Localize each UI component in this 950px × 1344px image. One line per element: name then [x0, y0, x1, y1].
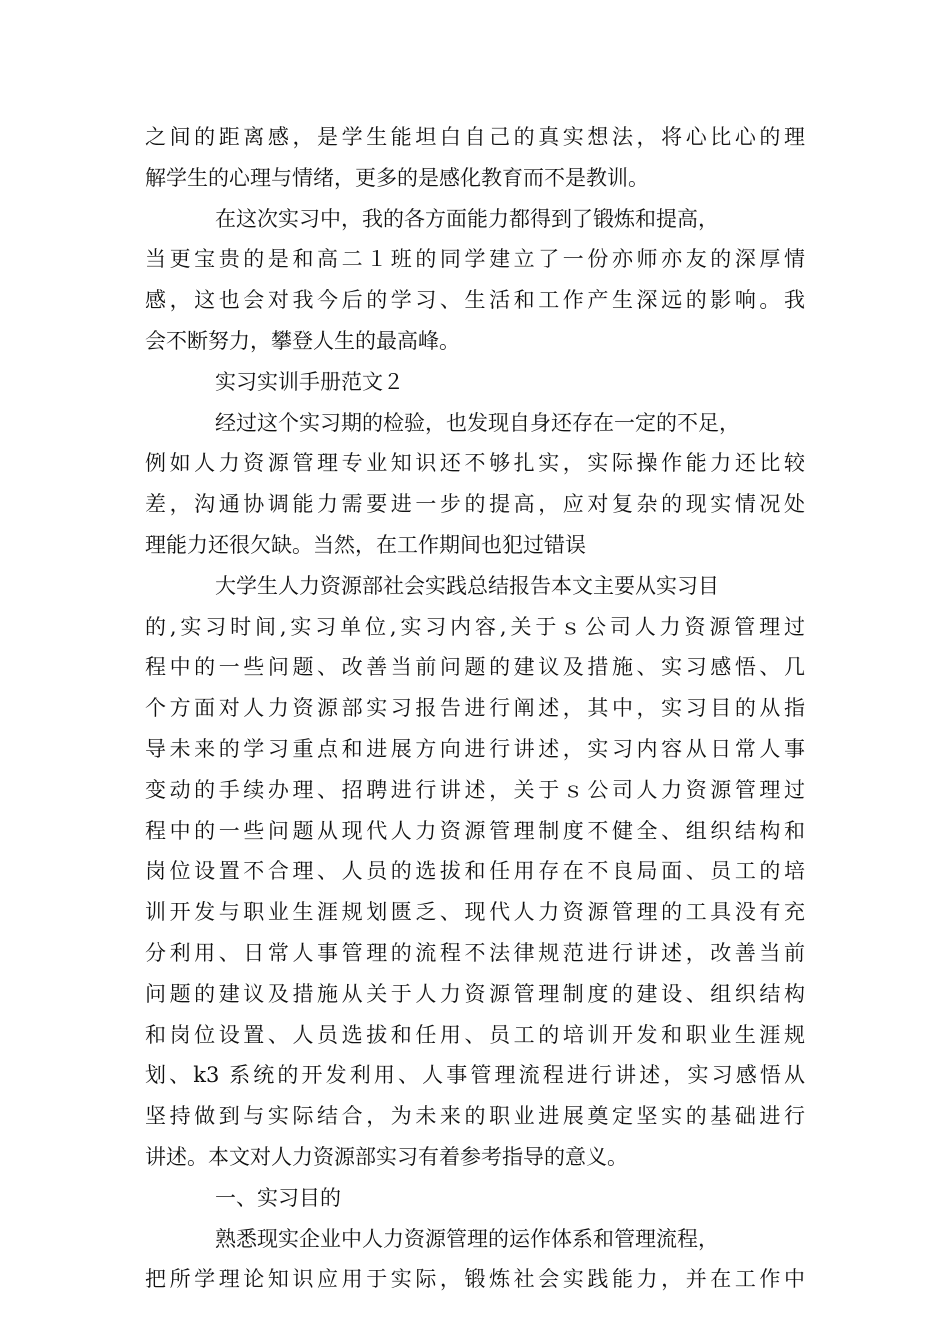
text-line: 熟悉现实企业中人力资源管理的运作体系和管理流程， — [215, 1226, 719, 1251]
text-line: 训开发与职业生涯规划匮乏、现代人力资源管理的工具没有充 — [145, 900, 805, 925]
section-heading — [145, 362, 805, 403]
paragraph — [145, 566, 805, 1178]
paragraph — [145, 1219, 805, 1301]
text-line: 的,实习时间,实习单位,实习内容,关于ｓ公司人力资源管理过 — [145, 614, 805, 639]
text-line: 个方面对人力资源部实习报告进行阐述，其中，实习目的从指 — [145, 696, 805, 721]
text-line: 和岗位设置、人员选拔和任用、员工的培训开发和职业生涯规 — [145, 1022, 805, 1047]
heading-text: 一、实习目的 — [215, 1185, 341, 1210]
text-line: 之间的距离感，是学生能坦白自己的真实想法，将心比心的理 — [145, 125, 805, 149]
text-line: 坚持做到与实际结合，为未来的职业进展奠定坚实的基础进行 — [145, 1104, 805, 1129]
text-line: 当更宝贵的是和高二１班的同学建立了一份亦师亦友的深厚情 — [145, 247, 805, 272]
text-line: 理能力还很欠缺。当然，在工作期间也犯过错误 — [145, 532, 586, 557]
text-line: 变动的手续办理、招聘进行讲述，关于ｓ公司人力资源管理过 — [145, 777, 805, 802]
text-line: 划、k3 系统的开发利用、人事管理流程进行讲述，实习感悟从 — [145, 1063, 805, 1088]
paragraph-continuation — [145, 117, 805, 199]
text-line: 在这次实习中，我的各方面能力都得到了锻炼和提高， — [215, 206, 719, 231]
text-line: 解学生的心理与情绪，更多的是感化教育而不是教训。 — [145, 165, 649, 190]
text-line: 分利用、日常人事管理的流程不法律规范进行讲述，改善当前 — [145, 940, 805, 965]
text-line: 导未来的学习重点和进展方向进行讲述，实习内容从日常人事 — [145, 736, 805, 761]
text-line: 会不断努力，攀登人生的最高峰。 — [145, 328, 460, 353]
text-line: 讲述。本文对人力资源部实习有着参考指导的意义。 — [145, 1144, 628, 1169]
text-line: 大学生人力资源部社会实践总结报告本文主要从实习目 — [215, 573, 719, 598]
text-line: 例如人力资源管理专业知识还不够扎实，实际操作能力还比较 — [145, 451, 805, 476]
text-line: 差，沟通协调能力需要进一步的提高，应对复杂的现实情况处 — [145, 492, 805, 517]
text-line: 经过这个实习期的检验，也发现自身还存在一定的不足， — [215, 410, 740, 435]
text-line: 程中的一些问题从现代人力资源管理制度不健全、组织结构和 — [145, 818, 805, 843]
paragraph — [145, 199, 805, 362]
heading-text: 实习实训手册范文２ — [215, 369, 404, 394]
text-line: 程中的一些问题、改善当前问题的建议及措施、实习感悟、几 — [145, 655, 805, 680]
text-line: 岗位设置不合理、人员的选拔和任用存在不良局面、员工的培 — [145, 859, 805, 884]
text-line: 感，这也会对我今后的学习、生活和工作产生深远的影响。我 — [145, 288, 805, 313]
text-line: 把所学理论知识应用于实际，锻炼社会实践能力，并在工作中 — [145, 1267, 805, 1292]
section-heading — [145, 1178, 805, 1219]
text-line: 问题的建议及措施从关于人力资源管理制度的建设、组织结构 — [145, 981, 805, 1006]
paragraph — [145, 403, 805, 566]
document-body — [145, 117, 805, 1300]
